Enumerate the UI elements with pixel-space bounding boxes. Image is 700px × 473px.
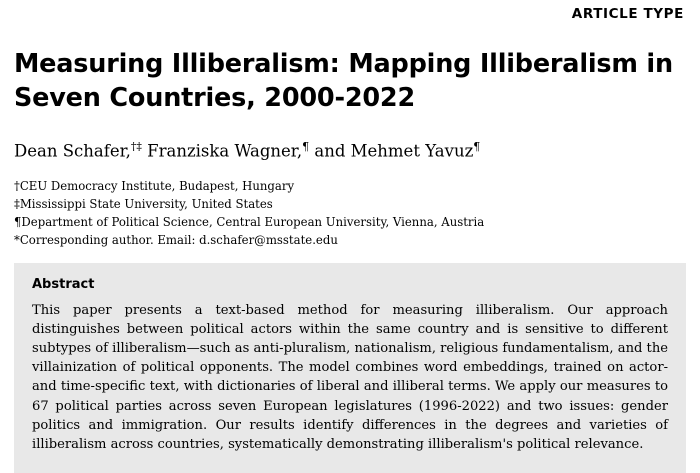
author-name-3: and Mehmet Yavuz: [309, 141, 474, 161]
abstract-body: This paper presents a text-based method for measuring illiberalism. Our approach distinguishes between political actors within the same country and is sensitive to different subtypes of illiberalism—such as anti-pluralism, nationalism, religious fundamentalism, and the villainization of political opponents. The model combines word embeddings, trained on actor- and time-specific text, with dictionaries of liberal and illiberal terms. We apply our measures to 67 political parties across seven European legislatures (1996-2022) and two issues: gender politics and immigration. Our results identify differences in the degrees and varieties of illiberalism across countries, systematically demonstrating illiberalism's political relevance.: [32, 303, 668, 452]
article-type-label: ARTICLE TYPE: [571, 6, 684, 22]
affiliation-item: ‡Mississippi State University, United States: [14, 197, 273, 212]
page-title: Measuring Illiberalism: Mapping Illiberalism in Seven Countries, 2000-2022: [14, 49, 673, 113]
author-marks-3: ¶: [473, 140, 481, 154]
author-name-2: Franziska Wagner,: [141, 141, 303, 161]
abstract-heading: Abstract: [32, 277, 95, 292]
abstract-section: [14, 263, 686, 473]
affiliation-list: [14, 178, 686, 249]
author-marks-1: †‡: [130, 140, 142, 154]
affiliation-item: †CEU Democracy Institute, Budapest, Hungary: [14, 179, 295, 194]
author-name-1: Dean Schafer,: [14, 141, 131, 161]
affiliation-item: ¶Department of Political Science, Central European University, Vienna, Austria: [14, 214, 485, 229]
corresponding-author-email: *Corresponding author. Email: d.schafer@msstate.edu: [14, 232, 338, 247]
author-list: [14, 140, 686, 162]
author-marks-2: ¶: [302, 140, 310, 154]
